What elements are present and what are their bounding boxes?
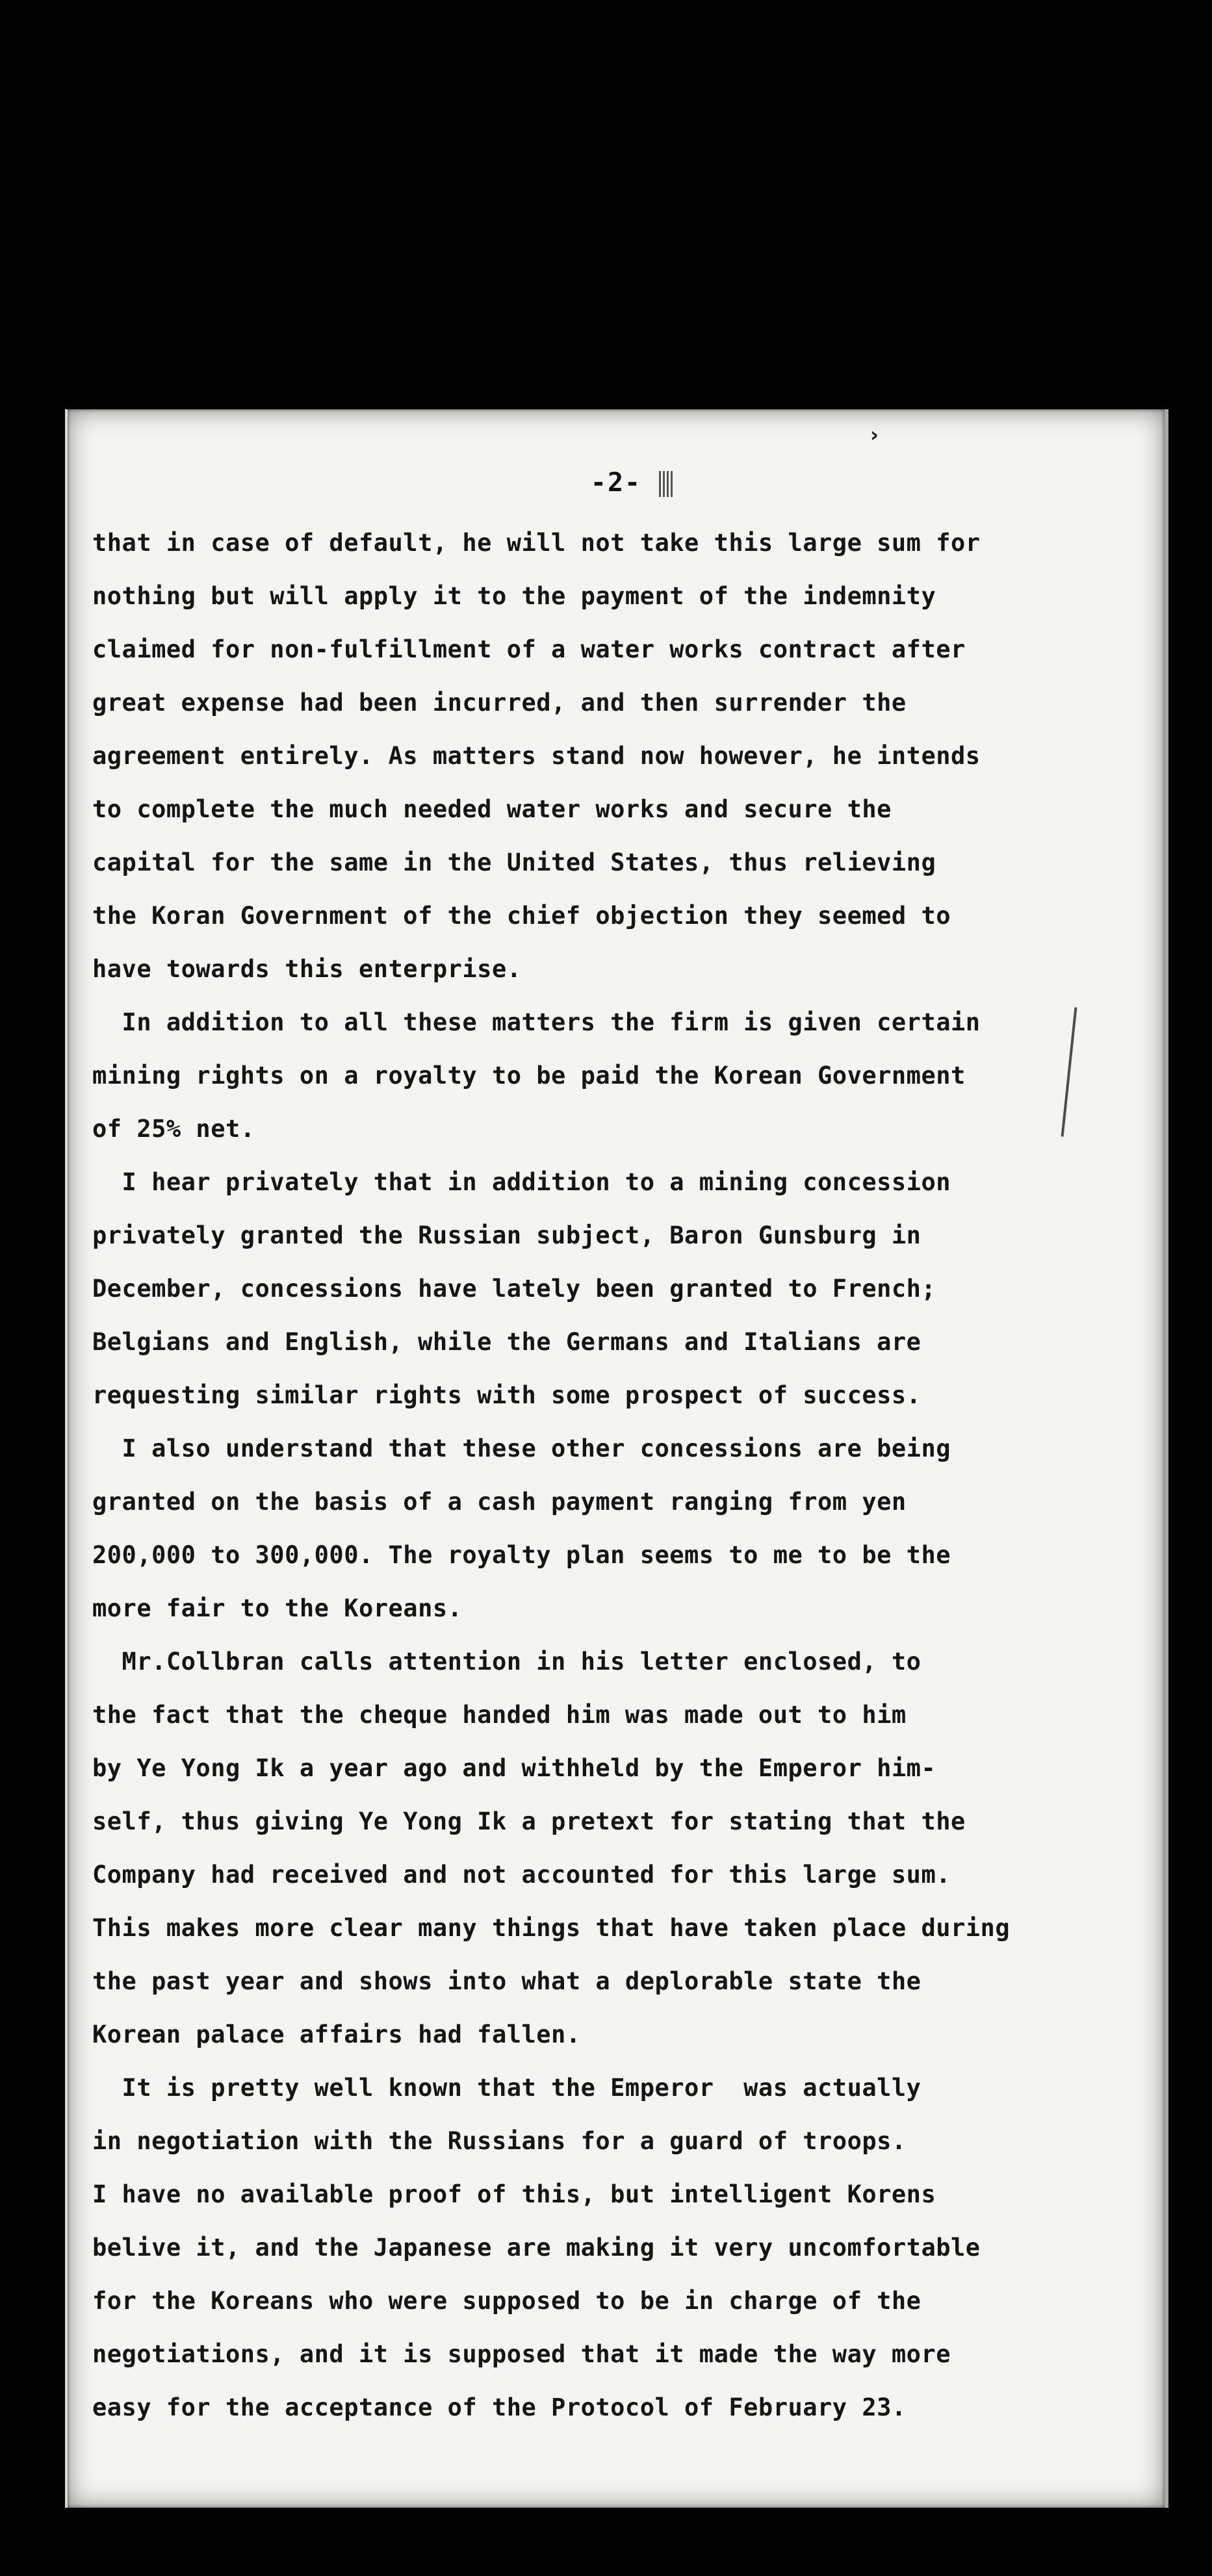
text-line: privately granted the Russian subject, Baron Gunsburg in <box>92 1221 922 1249</box>
text-line: agreement entirely. As matters stand now however, he intends <box>92 742 981 770</box>
text-line: belive it, and the Japanese are making it very uncomfortable <box>92 2234 981 2262</box>
text-line: easy for the acceptance of the Protocol of February 23. <box>92 2393 907 2421</box>
text-line: nothing but will apply it to the payment of the indemnity <box>92 582 936 610</box>
text-line: to complete the much needed water works and secure the <box>92 795 892 823</box>
text-line: the past year and shows into what a deplorable state the <box>92 1967 922 1995</box>
text-line: December, concessions have lately been granted to French; <box>92 1275 936 1303</box>
text-line: the fact that the cheque handed him was made out to him <box>92 1701 907 1729</box>
text-line: I hear privately that in addition to a mining concession <box>92 1168 951 1196</box>
text-line: for the Koreans who were supposed to be in charge of the <box>92 2287 922 2315</box>
text-line: Belgians and English, while the Germans and Italians are <box>92 1328 922 1356</box>
text-line: In addition to all these matters the firm is given certain <box>92 1008 981 1036</box>
text-line: capital for the same in the United States, thus relieving <box>92 848 936 876</box>
text-line: self, thus giving Ye Yong Ik a pretext for stating that the <box>92 1807 966 1835</box>
page-number: -2- <box>590 468 642 498</box>
typed-body-text <box>92 516 1152 2434</box>
text-line: claimed for non-fulfillment of a water works contract after <box>92 635 966 663</box>
text-line: by Ye Yong Ik a year ago and withheld by the Emperor him- <box>92 1754 936 1782</box>
text-line: Korean palace affairs had fallen. <box>92 2021 581 2048</box>
text-line: of 25% net. <box>92 1115 255 1143</box>
text-line: This makes more clear many things that have taken place during <box>92 1914 1011 1942</box>
text-line: Mr.Collbran calls attention in his letter enclosed, to <box>92 1648 922 1676</box>
text-line: granted on the basis of a cash payment ranging from yen <box>92 1488 907 1516</box>
text-line: 200,000 to 300,000. The royalty plan seems to me to be the <box>92 1541 951 1569</box>
text-line: mining rights on a royalty to be paid the Korean Government <box>92 1062 966 1090</box>
document-page <box>65 409 1168 2508</box>
text-line: that in case of default, he will not take this large sum for <box>92 529 981 557</box>
stray-mark: › <box>870 422 879 447</box>
text-line: in negotiation with the Russians for a guard of troops. <box>92 2127 907 2155</box>
text-line: Company had received and not accounted for this large sum. <box>92 1861 951 1889</box>
text-line: great expense had been incurred, and then surrender the <box>92 689 907 717</box>
text-line: have towards this enterprise. <box>92 955 522 983</box>
text-line: I also understand that these other concessions are being <box>92 1435 951 1462</box>
text-line: I have no available proof of this, but intelligent Korens <box>92 2180 936 2208</box>
text-line: negotiations, and it is supposed that it made the way more <box>92 2340 951 2368</box>
text-line: the Koran Government of the chief objection they seemed to <box>92 902 951 930</box>
text-line: requesting similar rights with some prospect of success. <box>92 1381 922 1409</box>
text-line: It is pretty well known that the Emperor was actually <box>92 2074 922 2102</box>
text-line: more fair to the Koreans. <box>92 1594 463 1622</box>
